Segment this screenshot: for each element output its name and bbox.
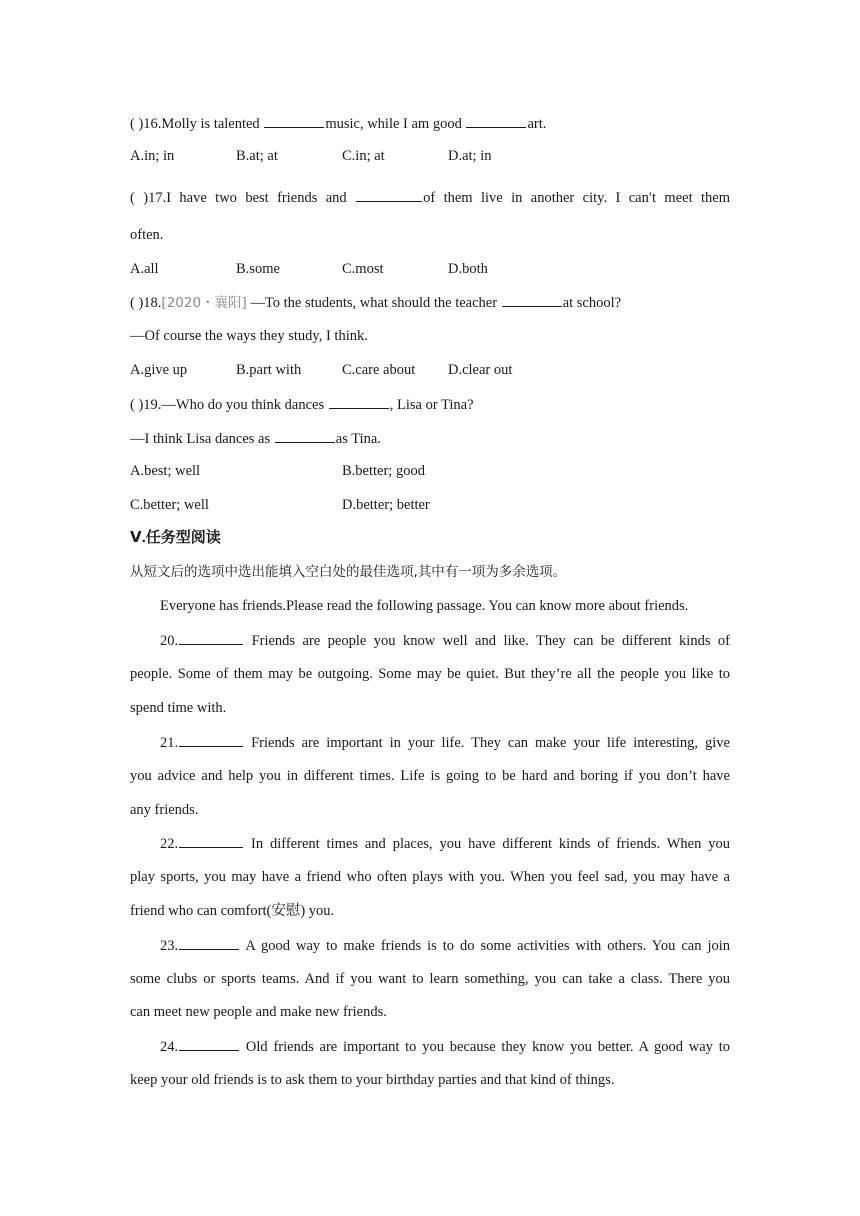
answer-paren[interactable]: ( ) — [130, 397, 144, 413]
question-17-stem-cont: often. — [130, 227, 164, 243]
fill-blank[interactable] — [179, 631, 243, 645]
paragraph-20-line2: people. Some of them may be outgoing. Some may be quiet. But they’re all the people you like to — [130, 666, 730, 682]
paragraph-22-line1: 22. In different times and places, you have different kinds of friends. When you — [160, 836, 730, 852]
question-number: 16. — [143, 116, 162, 132]
answer-paren[interactable]: ( ) — [130, 295, 144, 311]
question-18-answer-line: —Of course the ways they study, I think. — [130, 328, 368, 344]
option-c[interactable]: C.care about — [342, 362, 416, 378]
question-number: 19. — [143, 397, 162, 413]
paragraph-23-line3: can meet new people and make new friends. — [130, 1004, 387, 1020]
option-a[interactable]: A.best; well — [130, 463, 201, 479]
paragraph-21-line1: 21. Friends are important in your life. They can make your life interesting, give — [160, 735, 730, 751]
question-19-line2: —I think Lisa dances as as Tina. — [130, 431, 381, 447]
answer-paren[interactable]: ( ) — [130, 116, 144, 132]
fill-blank[interactable] — [179, 936, 239, 950]
paragraph-22-line3: friend who can comfort(安慰) you. — [130, 903, 335, 919]
fill-blank[interactable] — [264, 114, 324, 128]
option-c[interactable]: C.in; at — [342, 148, 385, 164]
paragraph-21-line3: any friends. — [130, 802, 199, 818]
fill-blank[interactable] — [466, 114, 526, 128]
option-b[interactable]: B.better; good — [342, 463, 425, 479]
blank-number: 23. — [160, 938, 179, 954]
paragraph-23-line2: some clubs or sports teams. And if you want to learn something, you can take a class. There you — [130, 971, 730, 987]
passage-intro: Everyone has friends.Please read the following passage. You can know more about friends. — [160, 598, 689, 614]
section-instruction: 从短文后的选项中选出能填入空白处的最佳选项,其中有一项为多余选项。 — [130, 564, 567, 580]
option-a[interactable]: A.give up — [130, 362, 188, 378]
fill-blank[interactable] — [179, 733, 243, 747]
fill-blank[interactable] — [329, 395, 389, 409]
option-b[interactable]: B.some — [236, 261, 280, 277]
option-d[interactable]: D.better; better — [342, 497, 430, 513]
fill-blank[interactable] — [179, 834, 243, 848]
question-number: 17. — [148, 190, 167, 206]
fill-blank[interactable] — [356, 188, 422, 202]
question-17-stem: ( )17.I have two best friends and of them live in another city. I can′t meet them — [130, 190, 730, 206]
question-16-stem: ( )16.Molly is talented music, while I am good art. — [130, 116, 547, 132]
fill-blank[interactable] — [179, 1037, 239, 1051]
blank-number: 21. — [160, 735, 179, 751]
option-c[interactable]: C.most — [342, 261, 384, 277]
question-19-stem: ( )19.—Who do you think dances , Lisa or Tina? — [130, 397, 474, 413]
option-d[interactable]: D.both — [448, 261, 488, 277]
fill-blank[interactable] — [275, 429, 335, 443]
option-b[interactable]: B.part with — [236, 362, 302, 378]
question-number: 18. — [143, 295, 162, 311]
option-b[interactable]: B.at; at — [236, 148, 278, 164]
fill-blank[interactable] — [502, 293, 562, 307]
paragraph-23-line1: 23. A good way to make friends is to do some activities with others. You can join — [160, 938, 730, 954]
answer-paren[interactable]: ( ) — [130, 190, 149, 206]
blank-number: 24. — [160, 1039, 179, 1055]
option-c[interactable]: C.better; well — [130, 497, 209, 513]
paragraph-20-line3: spend time with. — [130, 700, 227, 716]
option-d[interactable]: D.clear out — [448, 362, 513, 378]
paragraph-21-line2: you advice and help you in different times. Life is going to be hard and boring if you don’t have — [130, 768, 730, 784]
blank-number: 20. — [160, 633, 179, 649]
paragraph-24-line1: 24. Old friends are important to you because they know you better. A good way to — [160, 1039, 731, 1055]
section-heading: Ⅴ.任务型阅读 — [130, 529, 221, 546]
question-18-stem: ( )18.[2020・襄阳] —To the students, what should the teacher at school? — [130, 295, 622, 311]
option-d[interactable]: D.at; in — [448, 148, 492, 164]
paragraph-20-line1: 20. Friends are people you know well and like. They can be different kinds of — [160, 633, 730, 649]
paragraph-22-line2: play sports, you may have a friend who often plays with you. When you feel sad, you may have a — [130, 869, 730, 885]
blank-number: 22. — [160, 836, 179, 852]
option-a[interactable]: A.in; in — [130, 148, 175, 164]
option-a[interactable]: A.all — [130, 261, 159, 277]
source-tag: [2020・襄阳] — [161, 295, 247, 311]
paragraph-24-line2: keep your old friends is to ask them to your birthday parties and that kind of things. — [130, 1072, 615, 1088]
